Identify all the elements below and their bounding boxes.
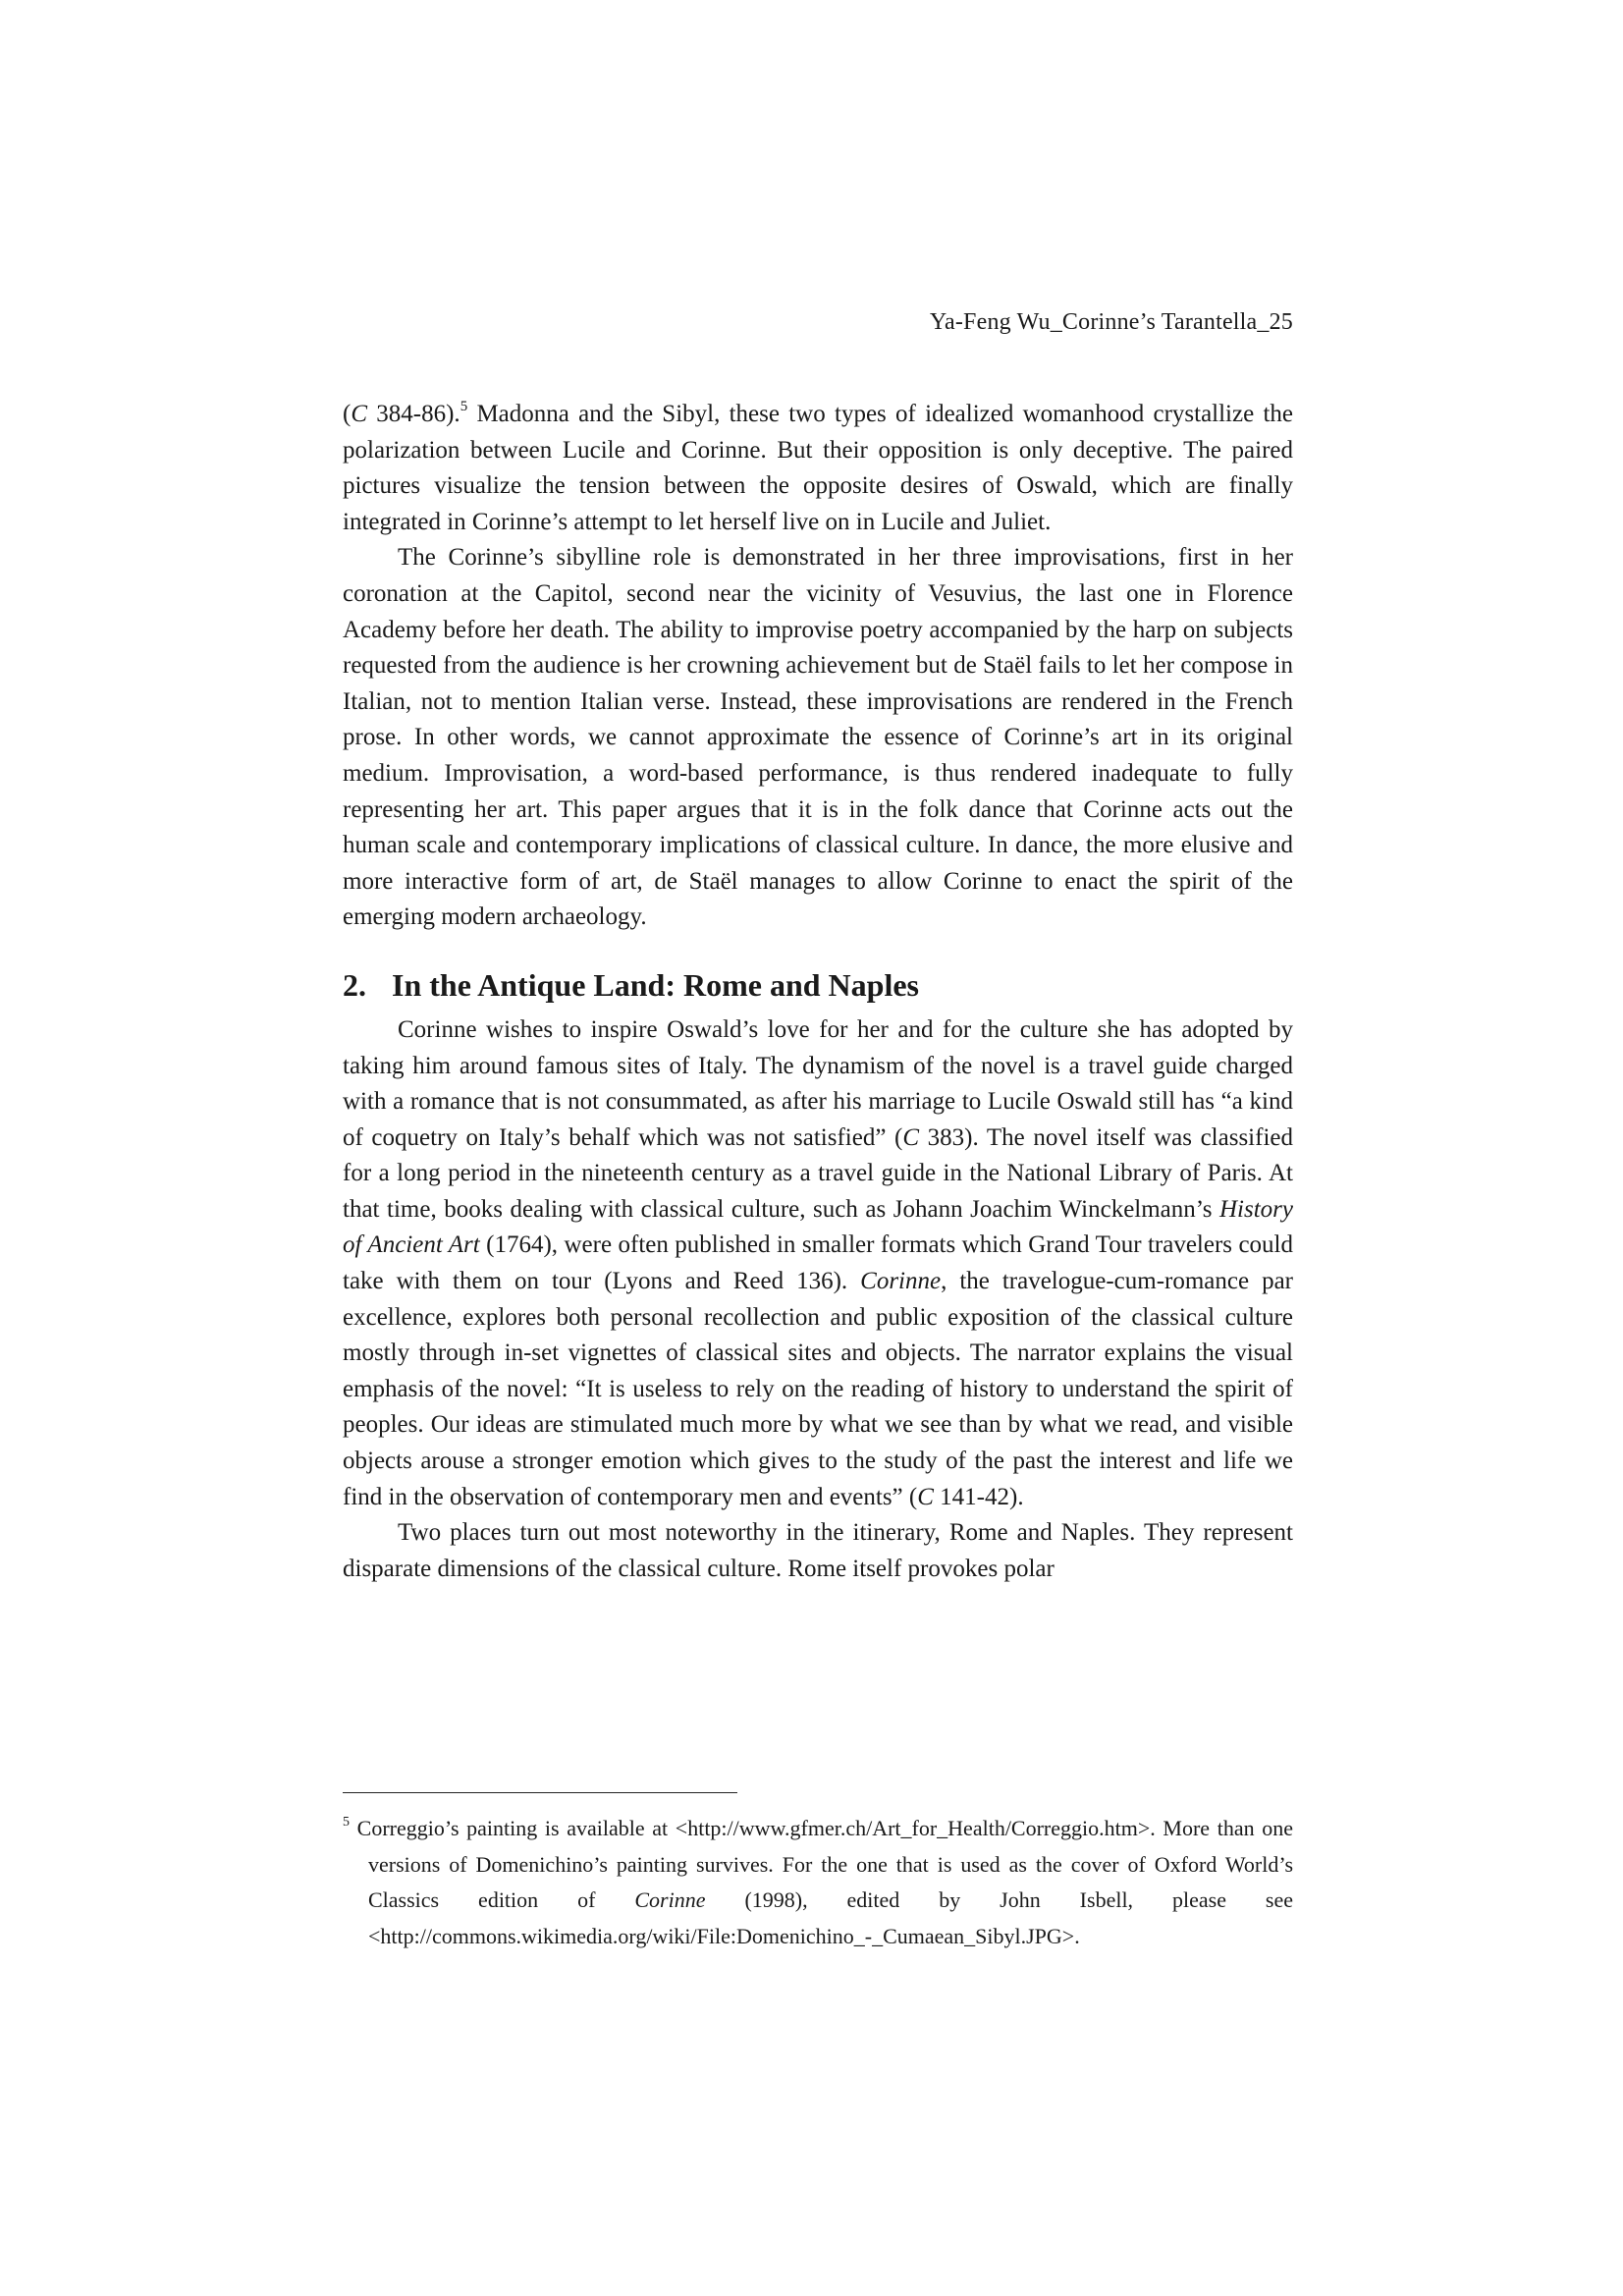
open-paren: ( — [343, 401, 352, 427]
footnote-text-b: (1998), edited by John Isbell, please see <http://commons.wikimedia.org/wiki/File:Domenichino_-_Cumaean_Sibyl.JPG>. — [368, 1887, 1293, 1948]
citation-abbrev: C — [351, 401, 368, 427]
citation-abbrev: C — [917, 1483, 934, 1510]
body-text — [343, 397, 1293, 1587]
book-title: History of Ancient Art — [343, 1195, 1293, 1259]
paragraph-3-text-d: , the travelogue-cum-romance par excellence, explores both personal recollection and public exposition of the classical culture mostly through in-set vignettes of classical sites and objects. The narrator explains the visual emphasis of the novel: “It is useless to rely on the reading of history to understand the spirit of peoples. Our ideas are stimulated much more by what we see than by what we read, and visible objects arouse a stronger emotion which gives to the study of the past the interest and life we find in the observation of contemporary men and events” ( — [343, 1268, 1293, 1510]
paragraph-3-text-e: 141-42). — [933, 1483, 1024, 1510]
paragraph-3 — [343, 1012, 1293, 1515]
citation-abbrev: C — [902, 1123, 920, 1151]
section-title: In the Antique Land: Rome and Naples — [392, 966, 919, 1003]
footnote-mark: 5 — [343, 1815, 350, 1830]
paragraph-1-text: Madonna and the Sibyl, these two types of idealized womanhood crystallize the polarization between Lucile and Corinne. But their opposition is only deceptive. The paired pictures visualize the tension between the opposite desires of Oswald, which are finally integrated in Corinne’s attempt to let herself live on in Lucile and Juliet. — [343, 401, 1293, 535]
paragraph-3-text-b: 383). The novel itself was classified for a long period in the nineteenth century as a travel guide in the National Library of Paris. At that time, books dealing with classical culture, such as Johann Joachim Winckelmann’s — [343, 1123, 1293, 1223]
paragraph-2: The Corinne’s sibylline role is demonstrated in her three improvisations, first in her coronation at the Capitol, second near the vicinity of Vesuvius, the last one in Florence Academy before her death. The ability to improvise poetry accompanied by the harp on subjects requested from the audience is her crowning achievement but de Staël fails to let her compose in Italian, not to mention Italian verse. Instead, these improvisations are rendered in the French prose. In other words, we cannot approximate the essence of Corinne’s art in its original medium. Improvisation, a word-based performance, is thus rendered inadequate to fully representing her art. This paper argues that it is in the folk dance that Corinne acts out the human scale and contemporary implications of classical culture. In dance, the more elusive and more interactive form of art, de Staël manages to allow Corinne to enact the spirit of the emerging modern archaeology. — [343, 544, 1293, 931]
paragraph-3-text-c: (1764), were often published in smaller formats which Grand Tour travelers could take with them on tour (Lyons and Reed 136). — [343, 1231, 1293, 1295]
citation-pages: 384-86). — [367, 401, 460, 427]
paragraph-1 — [343, 397, 1293, 540]
footnote-text-a: Correggio’s painting is available at <http://www.gfmer.ch/Art_for_Health/Correggio.htm>. More than one versions of Domenichino’s painting survives. For the one that is used as the cover of Oxford World’s Classics edition of — [350, 1816, 1293, 1912]
paragraph-4: Two places turn out most noteworthy in the itinerary, Rome and Naples. They represent disparate dimensions of the classical culture. Rome itself provokes polar — [343, 1519, 1293, 1582]
section-number: 2. — [343, 966, 366, 1003]
footnote-reference[interactable]: 5 — [460, 399, 468, 414]
paragraph-3-text-a: Corinne wishes to inspire Oswald’s love for her and for the culture she has adopted by taking him around famous sites of Italy. The dynamism of the novel is a travel guide charged with a romance that is not consummated, as after his marriage to Lucile Oswald still has “a kind of coquetry on Italy’s behalf which was not satisfied” ( — [343, 1015, 1293, 1151]
footnote-separator — [343, 1792, 737, 1793]
footnote-5 — [343, 1811, 1293, 1954]
novel-title: Corinne — [860, 1268, 942, 1295]
footnote-italic-title: Corinne — [634, 1887, 706, 1912]
running-header: Ya-Feng Wu_Corinne’s Tarantella_25 — [929, 309, 1293, 335]
footnote — [343, 1811, 1293, 1954]
section-heading — [343, 965, 1293, 1005]
